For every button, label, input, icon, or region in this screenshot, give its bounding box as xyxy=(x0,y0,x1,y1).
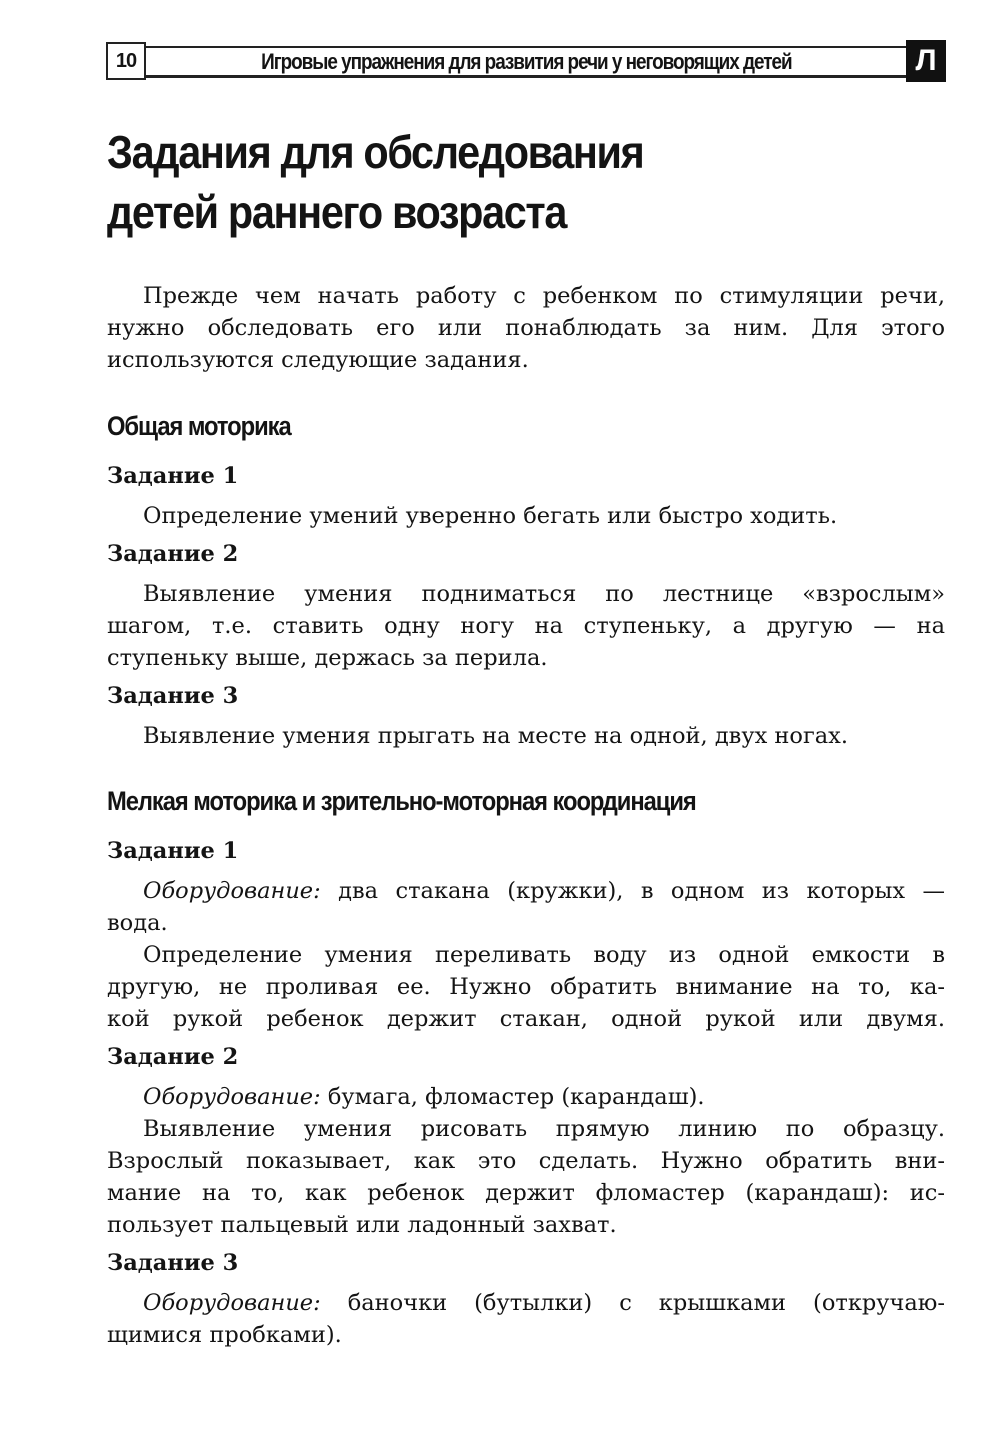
text-line: Выявление умения рисовать прямую линию по образцу. xyxy=(143,1116,945,1142)
intro-paragraph xyxy=(107,280,945,376)
task-label: Задание 3 xyxy=(107,1250,239,1276)
text-line: ступеньку выше, держась за перила. xyxy=(107,645,548,671)
text-line: Оборудование: бумага, фломастер (карандаш). xyxy=(143,1084,705,1110)
section-heading: Общая моторика xyxy=(107,411,291,441)
running-title-bar xyxy=(146,46,906,78)
text-line: Прежде чем начать работу с ребенком по стимуляции речи, xyxy=(143,283,945,309)
text-line: пользует пальцевый или ладонный захват. xyxy=(107,1212,617,1238)
task-label: Задание 2 xyxy=(107,541,239,567)
equipment-label: Оборудование: xyxy=(143,1084,321,1110)
text-line: Оборудование: два стакана (кружки), в одном из которых — xyxy=(143,878,945,904)
text-line: нужно обследовать его или понаблюдать за ним. Для этого xyxy=(107,315,945,341)
task-label: Задание 1 xyxy=(107,463,239,489)
page-title xyxy=(107,122,945,242)
text-line: кой рукой ребенок держит стакан, одной рукой или двумя. xyxy=(107,1006,945,1032)
text-line: мание на то, как ребенок держит фломастер (карандаш): ис- xyxy=(107,1180,945,1206)
title-line: Задания для обследования xyxy=(107,126,644,178)
task-label: Задание 3 xyxy=(107,683,239,709)
text-line: щимися пробками). xyxy=(107,1322,342,1348)
text-line: вода. xyxy=(107,910,168,936)
equipment-label: Оборудование: xyxy=(143,878,321,904)
page-content xyxy=(107,122,945,1351)
text-line: используются следующие задания. xyxy=(107,347,529,373)
equipment-label: Оборудование: xyxy=(143,1290,321,1316)
text-line: Определение умений уверенно бегать или быстро ходить. xyxy=(143,503,838,529)
publisher-logo: Л xyxy=(906,40,946,82)
text-line: другую, не проливая ее. Нужно обратить внимание на то, ка- xyxy=(107,974,945,1000)
text-line: Определение умения переливать воду из одной емкости в xyxy=(143,942,945,968)
text-line: Выявление умения прыгать на месте на одной, двух ногах. xyxy=(143,723,849,749)
title-line: детей раннего возраста xyxy=(107,186,567,238)
page-number: 10 xyxy=(106,42,146,80)
section-heading: Мелкая моторика и зрительно-моторная координация xyxy=(107,786,696,816)
text-line: Выявление умения подниматься по лестнице «взрослым» xyxy=(143,581,945,607)
running-header xyxy=(106,40,946,84)
text-line: шагом, т.е. ставить одну ногу на ступеньку, а другую — на xyxy=(107,613,945,639)
task-label: Задание 2 xyxy=(107,1044,239,1070)
running-title: Игровые упражнения для развития речи у неговорящих детей xyxy=(260,48,792,74)
task-label: Задание 1 xyxy=(107,838,239,864)
text-line: Взрослый показывает, как это сделать. Нужно обратить вни- xyxy=(107,1148,945,1174)
text-line: Оборудование: баночки (бутылки) с крышками (откручаю- xyxy=(143,1290,945,1316)
